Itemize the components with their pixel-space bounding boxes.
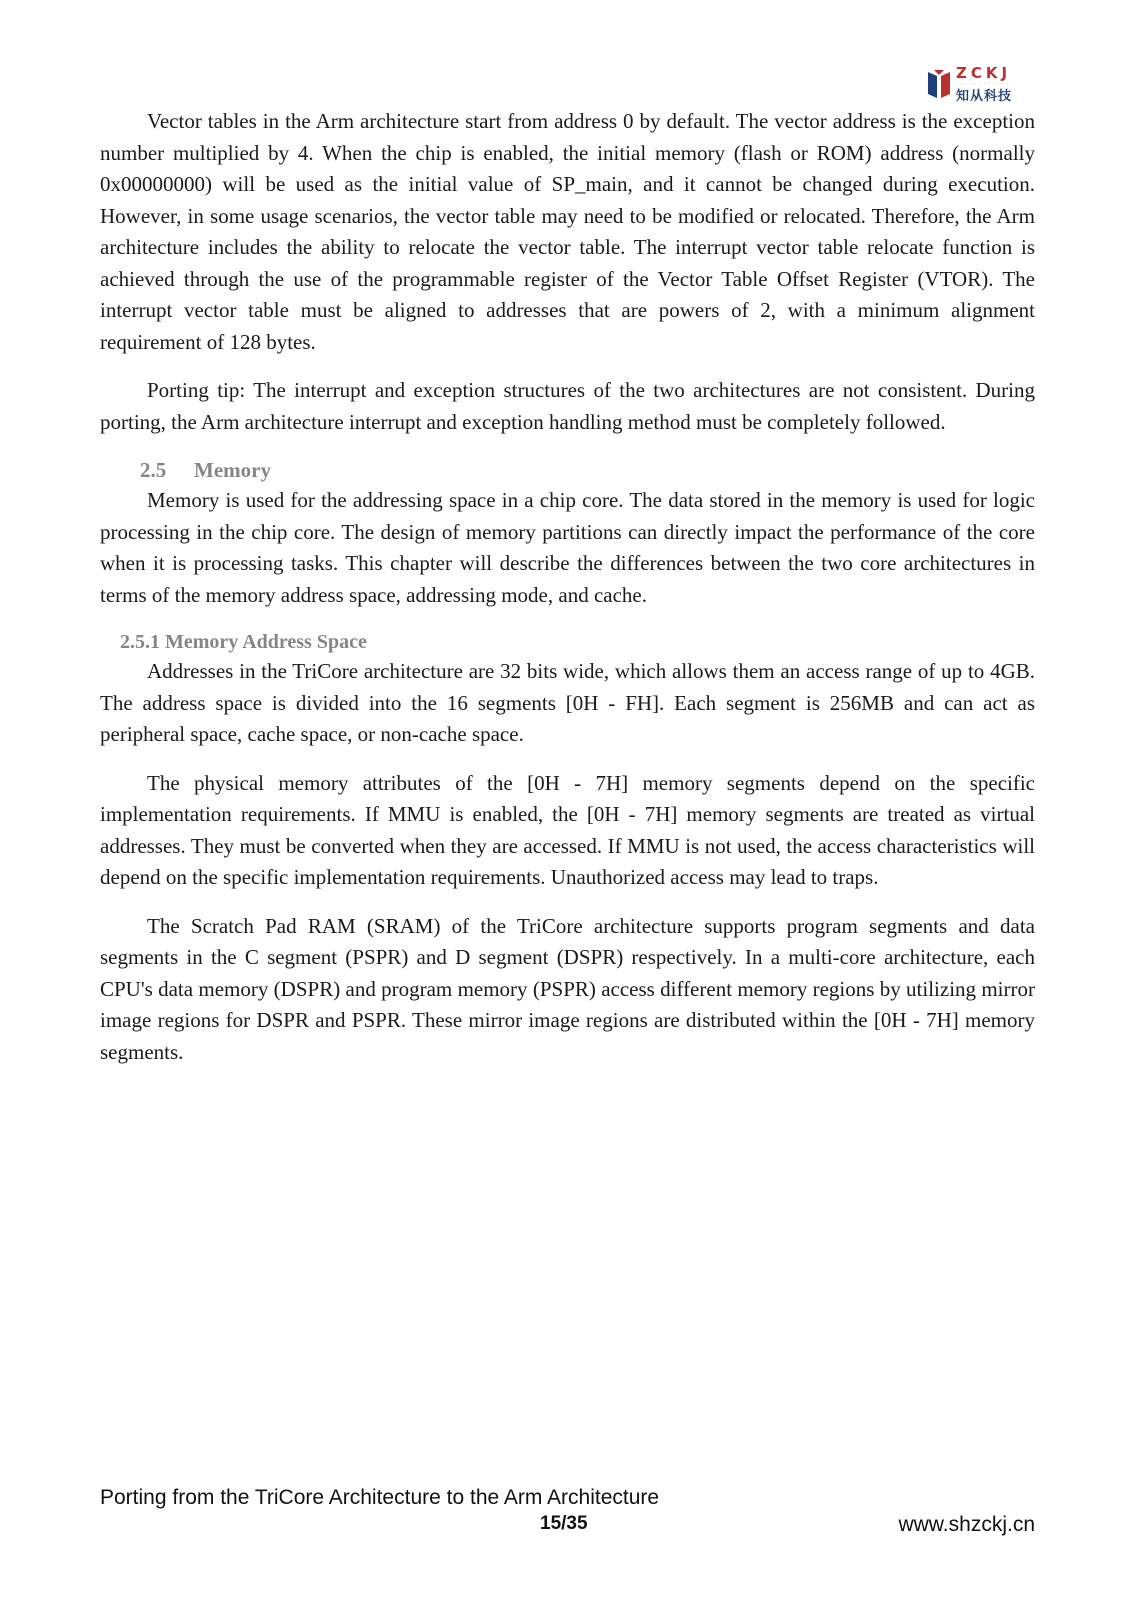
paragraph-address-range: Addresses in the TriCore architecture are 32 bits wide, which allows them an access range of up to 4GB. The address space is divided into the 16 segments [0H - FH]. Each segment is 256MB and can act as peripheral space, cache space, or non-cache space. — [100, 659, 1035, 746]
footer-page-number: 15/35 — [540, 1513, 588, 1534]
subsection-heading: 2.5.1 Memory Address Space — [120, 631, 367, 653]
paragraph-memory-intro: Memory is used for the addressing space in a chip core. The data stored in the memory is used for logic processing in the chip core. The design of memory partitions can directly impact the performance of the core when it is processing tasks. This chapter will describe the differences between the two core architectures in terms of the memory address space, addressing mode, and cache. — [100, 488, 1035, 607]
logo-latin-text: ZCKJ — [956, 64, 1012, 82]
paragraph-scratch-pad: The Scratch Pad RAM (SRAM) of the TriCore architecture supports program segments and data segments in the C segment (PSPR) and D segment (DSPR) respectively. In a multi-core architecture, each CPU's data memory (DSPR) and program memory (PSPR) access different memory regions by utilizing mirror image regions for DSPR and PSPR. These mirror image regions are distributed within the [0H - 7H] memory segments. — [100, 913, 1035, 1064]
section-heading — [100, 455, 1035, 485]
paragraph-vector-table: Vector tables in the Arm architecture start from address 0 by default. The vector address is the exception number multiplied by 4. When the chip is enabled, the initial memory (flash or ROM) address (normally 0x00000000) will be used as the initial value of SP_main, and it cannot be changed during execution. However, in some usage scenarios, the vector table may need to be modified or relocated. Therefore, the Arm architecture includes the ability to relocate the vector table. The interrupt vector table relocate function is achieved through the use of the programmable register of the Vector Table Offset Register (VTOR). The interrupt vector table must be aligned to addresses that are powers of 2, with a minimum alignment requirement of 128 bytes. — [100, 109, 1035, 354]
paragraph-porting-tip: Porting tip: The interrupt and exception structures of the two architectures are not consistent. During porting, the Arm architecture interrupt and exception handling method must be completely followed. — [100, 378, 1035, 434]
footer-document-title: Porting from the TriCore Architecture to the Arm Architecture — [100, 1486, 660, 1509]
page-content — [100, 106, 1035, 1085]
section-title: Memory — [194, 458, 271, 482]
logo-tagline: · · · · · · · · · · · · · — [957, 81, 1014, 86]
footer-website: www.shzckj.cn — [898, 1513, 1035, 1536]
company-logo — [926, 66, 1036, 102]
section-number: 2.5 — [140, 458, 167, 482]
paragraph-physical-memory: The physical memory attributes of the [0H - 7H] memory segments depend on the specific implementation requirements. If MMU is enabled, the [0H - 7H] memory segments are treated as virtual addresses. They must be converted when they are accessed. If MMU is not used, the access characteristics will depend on the specific implementation requirements. Unauthorized access may lead to traps. — [100, 770, 1035, 889]
logo-emblem-icon — [926, 68, 952, 100]
logo-chinese-text: 知从科技 — [956, 89, 1013, 104]
